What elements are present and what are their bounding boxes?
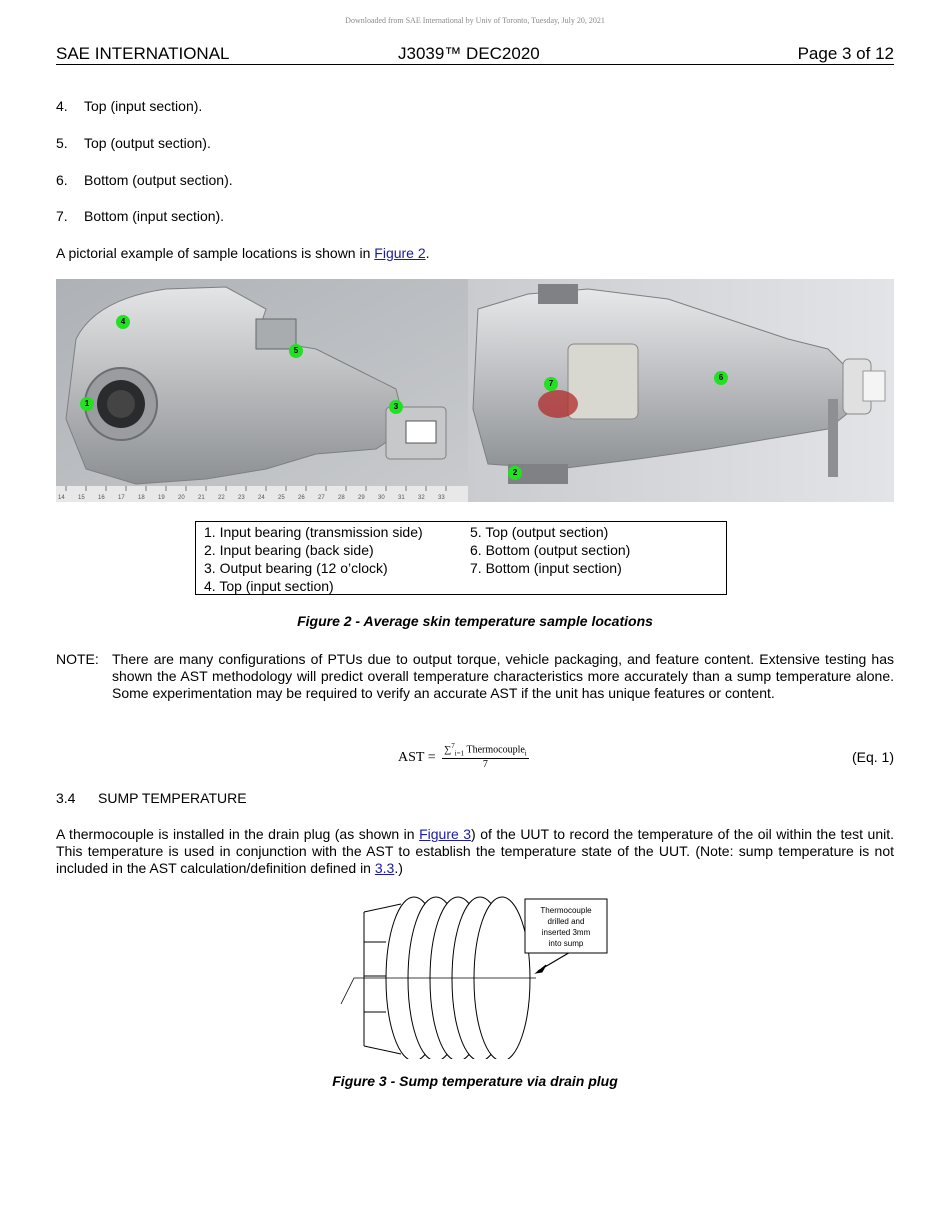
thermocouple-callout <box>525 905 607 949</box>
ruler-label: 24 <box>258 495 265 501</box>
figure-3-caption: Figure 3 - Sump temperature via drain plug <box>332 1073 618 1089</box>
page-header <box>56 44 894 65</box>
sample-marker-5: 5 <box>289 344 303 358</box>
note-label: NOTE: <box>56 651 99 667</box>
section-title: SUMP TEMPERATURE <box>98 790 247 806</box>
ruler-label: 20 <box>178 495 185 501</box>
equation-numerator <box>442 742 529 759</box>
legend-item: 1. Input bearing (transmission side) <box>204 524 423 540</box>
section-heading <box>56 790 247 806</box>
sump-text-3: .) <box>394 860 403 876</box>
list-item-number: 5. <box>56 135 68 151</box>
ruler-label: 26 <box>298 495 305 501</box>
ruler-label: 33 <box>438 495 445 501</box>
ruler-label: 16 <box>98 495 105 501</box>
sample-marker-2: 2 <box>508 466 522 480</box>
pictorial-text: A pictorial example of sample locations is shown in <box>56 245 375 261</box>
list-item-text: Bottom (output section). <box>84 172 233 188</box>
legend-column-2 <box>470 523 630 577</box>
sum-lower: i=1 <box>454 749 465 758</box>
sample-marker-1: 1 <box>80 397 94 411</box>
legend-item: 7. Bottom (input section) <box>470 560 622 576</box>
ruler-label: 29 <box>358 495 365 501</box>
ptu-input-side-illustration <box>56 279 470 502</box>
list-item-text: Top (input section). <box>84 98 203 114</box>
legend-item: 5. Top (output section) <box>470 524 609 540</box>
header-org: SAE INTERNATIONAL <box>56 44 230 63</box>
photo-ptu-output-side <box>468 279 894 502</box>
list-item-number: 4. <box>56 98 68 114</box>
header-doc-id: J3039™ DEC2020 <box>398 44 540 63</box>
ruler-label: 25 <box>278 495 285 501</box>
sump-text-1: A thermocouple is installed in the drain plug (as shown in <box>56 826 420 842</box>
ruler-label: 28 <box>338 495 345 501</box>
ast-equation <box>398 742 529 770</box>
sum-term-index: i <box>524 749 527 758</box>
figure-3-diagram <box>336 894 616 1059</box>
ruler-label: 27 <box>318 495 325 501</box>
equation-fraction <box>442 742 529 770</box>
sum-term: Thermocouple <box>466 744 525 756</box>
equation-number: (Eq. 1) <box>851 749 894 765</box>
pictorial-paragraph <box>56 245 894 261</box>
legend-item: 6. Bottom (output section) <box>470 542 631 558</box>
ruler-label: 18 <box>138 495 145 501</box>
ruler-label: 15 <box>78 495 85 501</box>
ptu-output-side-illustration <box>468 279 894 502</box>
sump-paragraph <box>56 826 894 877</box>
callout-line: drilled and <box>547 917 585 926</box>
callout-line: into sump <box>548 939 584 948</box>
list-item-text: Bottom (input section). <box>84 208 225 224</box>
list-item-text: Top (output section). <box>84 135 211 151</box>
section-3-3-link[interactable]: 3.3 <box>374 860 395 876</box>
figure-2-legend <box>195 521 727 595</box>
ruler-label: 30 <box>378 495 385 501</box>
figure-2-caption: Figure 2 - Average skin temperature sample locations <box>297 613 653 629</box>
ruler-label: 14 <box>58 495 65 501</box>
figure-2-link[interactable]: Figure 2 <box>374 245 426 261</box>
list-item-number: 7. <box>56 208 68 224</box>
callout-line: Thermocouple <box>540 906 592 915</box>
download-notice: Downloaded from SAE International by Univ of Toronto, Tuesday, July 20, 2021 <box>345 16 605 25</box>
photo-ptu-input-side <box>56 279 470 502</box>
section-number: 3.4 <box>56 790 76 806</box>
legend-column-1 <box>204 523 423 595</box>
ruler-label: 23 <box>238 495 245 501</box>
list-item <box>56 208 224 224</box>
list-item <box>56 98 202 114</box>
ruler-label: 19 <box>158 495 165 501</box>
ruler-label: 21 <box>198 495 205 501</box>
equation-lhs: AST = <box>398 750 436 765</box>
legend-item: 3. Output bearing (12 o’clock) <box>204 560 388 576</box>
callout-line: inserted 3mm <box>541 928 591 937</box>
figure-3-link[interactable]: Figure 3 <box>419 826 472 842</box>
note-text: There are many configurations of PTUs due to output torque, vehicle packaging, and feature content. Extensive testing has shown the AST methodology will predict overall temperature characteristics more accurately than a sump temperature alone. Some experimentation may be required to verify an accurate AST if the unit has unique features or content. <box>112 651 894 701</box>
header-page-number: Page 3 of 12 <box>797 44 894 63</box>
ruler-label: 31 <box>398 495 405 501</box>
equation-denominator: 7 <box>482 759 488 771</box>
sample-marker-7: 7 <box>544 377 558 391</box>
ruler-label: 32 <box>418 495 425 501</box>
legend-item: 2. Input bearing (back side) <box>204 542 374 558</box>
pictorial-end: . <box>425 245 430 261</box>
legend-item: 4. Top (input section) <box>204 578 334 594</box>
list-item <box>56 172 233 188</box>
list-item <box>56 135 211 151</box>
sum-upper: 7 <box>451 742 455 750</box>
list-item-number: 6. <box>56 172 68 188</box>
ruler-label: 17 <box>118 495 125 501</box>
sample-marker-3: 3 <box>389 400 403 414</box>
sump-text-2: ) of the UUT to record the temperature of the oil within the test unit. This temperature is used in conjunction with the AST to establish the temperature state of the UUT. (Note: sump temperature is not included in the AST calculation/definition defined in <box>56 826 894 876</box>
sum-symbol: ∑ <box>444 744 452 756</box>
sample-marker-6: 6 <box>714 371 728 385</box>
sample-marker-4: 4 <box>116 315 130 329</box>
ruler-label: 22 <box>218 495 225 501</box>
